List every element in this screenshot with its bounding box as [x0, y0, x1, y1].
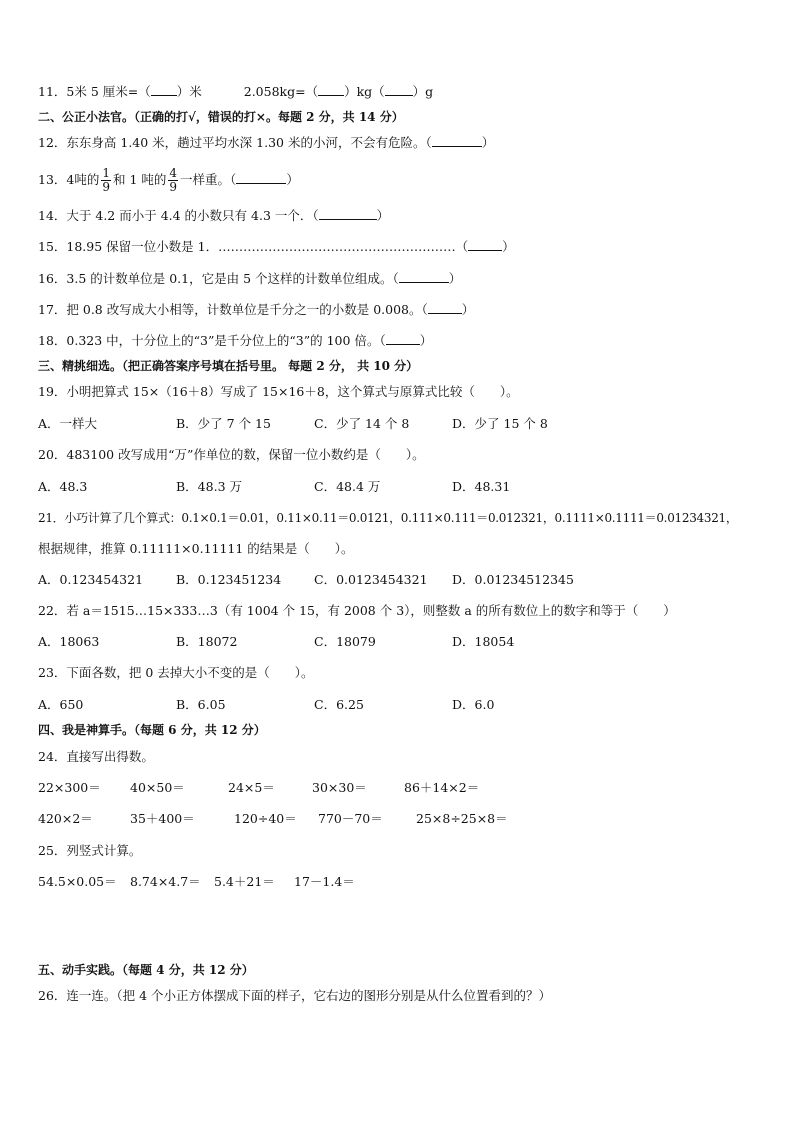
- calc-item: 5.4＋21＝: [214, 874, 275, 889]
- option-c[interactable]: C．48.4 万: [314, 479, 381, 494]
- option-a[interactable]: A．48.3: [38, 479, 88, 494]
- question-24-stem: 24．直接写出得数。: [38, 749, 154, 764]
- fraction: $\frac{4}{9}$: [169, 166, 178, 194]
- calc-item: 35＋400＝: [130, 811, 195, 826]
- question-11: 11．5米 5 厘米=（ ）米 2.058kg=（ ）kg（ ）g: [38, 84, 434, 99]
- calc-item: 24×5＝: [228, 780, 275, 795]
- answer-blank[interactable]: [399, 271, 449, 283]
- question-21-stem-line1: 21．小巧计算了几个算式：0.1×0.1＝0.01，0.11×0.11＝0.0121，0.111×0.111＝0.012321，0.1111×0.1111＝0.01234321，: [38, 511, 738, 525]
- question-12: 12．东东身高 1.40 米，趟过平均水深 1.30 米的小河，不会有危险。（ ）: [38, 135, 495, 150]
- calc-item: 30×30＝: [312, 780, 367, 795]
- answer-blank[interactable]: [432, 135, 482, 147]
- question-22-stem: 22．若 a＝1515…15×333…3（有 1004 个 15，有 2008 个 3），则整数 a 的所有数位上的数字和等于（ ）: [38, 603, 676, 618]
- option-c[interactable]: C．6.25: [314, 697, 364, 712]
- calc-item: 25×8÷25×8＝: [416, 811, 508, 826]
- answer-blank[interactable]: [319, 208, 377, 220]
- answer-blank[interactable]: [151, 84, 177, 96]
- section-3-header: 三、精挑细选。（把正确答案序号填在括号里。 每题 2 分， 共 10 分）: [38, 359, 419, 373]
- question-20-stem: 20．483100 改写成用“万”作单位的数，保留一位小数约是（ ）。: [38, 447, 425, 462]
- question-23-stem: 23．下面各数，把 0 去掉大小不变的是（ ）。: [38, 665, 314, 680]
- calc-item: 120÷40＝: [234, 811, 297, 826]
- fraction: $\frac{1}{9}$: [102, 166, 110, 194]
- answer-blank[interactable]: [468, 239, 502, 251]
- calc-item: 17－1.4＝: [294, 874, 355, 889]
- option-d[interactable]: D．6.0: [452, 697, 495, 712]
- option-b[interactable]: B．6.05: [176, 697, 226, 712]
- answer-blank[interactable]: [236, 172, 286, 184]
- option-b[interactable]: B．少了 7 个 15: [176, 416, 271, 431]
- question-19-stem: 19．小明把算式 15×（16＋8）写成了 15×16＋8，这个算式与原算式比较（ ）。: [38, 384, 519, 399]
- question-21-stem-line2: 根据规律，推算 0.11111×0.11111 的结果是（ ）。: [38, 541, 354, 556]
- question-16: 16．3.5 的计数单位是 0.1，它是由 5 个这样的计数单位组成。（ ）: [38, 271, 462, 286]
- option-a[interactable]: A．一样大: [38, 416, 98, 431]
- calc-item: 86＋14×2＝: [404, 780, 480, 795]
- question-14: 14．大于 4.2 而小于 4.4 的小数只有 4.3 一个．（ ）: [38, 208, 390, 223]
- answer-blank[interactable]: [385, 84, 413, 96]
- option-c[interactable]: C．0.0123454321: [314, 572, 428, 587]
- answer-blank[interactable]: [318, 84, 344, 96]
- option-d[interactable]: D．0.01234512345: [452, 572, 574, 587]
- answer-blank[interactable]: [428, 302, 462, 314]
- section-4-header: 四、我是神算手。（每题 6 分，共 12 分）: [38, 723, 266, 737]
- question-15: 15．18.95 保留一位小数是 1．…………………………………………………（ ）: [38, 239, 515, 254]
- option-b[interactable]: B．18072: [176, 634, 238, 649]
- option-d[interactable]: D．48.31: [452, 479, 511, 494]
- option-b[interactable]: B．48.3 万: [176, 479, 242, 494]
- calc-item: 8.74×4.7＝: [130, 874, 201, 889]
- option-d[interactable]: D．18054: [452, 634, 515, 649]
- answer-blank[interactable]: [386, 333, 420, 345]
- option-b[interactable]: B．0.123451234: [176, 572, 282, 587]
- calc-item: 40×50＝: [130, 780, 185, 795]
- calc-item: 770－70＝: [318, 811, 383, 826]
- calc-item: 420×2＝: [38, 811, 93, 826]
- question-17: 17．把 0.8 改写成大小相等，计数单位是千分之一的小数是 0.008。（ ）: [38, 302, 475, 317]
- calc-item: 22×300＝: [38, 780, 101, 795]
- calc-item: 54.5×0.05＝: [38, 874, 117, 889]
- option-d[interactable]: D．少了 15 个 8: [452, 416, 548, 431]
- question-25-stem: 25．列竖式计算。: [38, 843, 142, 858]
- option-c[interactable]: C．少了 14 个 8: [314, 416, 410, 431]
- question-26: 26．连一连。（把 4 个小正方体摆成下面的样子，它右边的图形分别是从什么位置看到的？）: [38, 988, 552, 1003]
- question-18: 18．0.323 中，十分位上的“3”是千分位上的“3”的 100 倍。（ ）: [38, 333, 433, 348]
- section-2-header: 二、公正小法官。（正确的打√，错误的打×。每题 2 分，共 14 分）: [38, 110, 404, 124]
- option-c[interactable]: C．18079: [314, 634, 376, 649]
- question-13: 13．4吨的 $\frac{1}{9}$ 和 1 吨的 $\frac{4}{9}$ 一样重。（ ）: [38, 166, 299, 194]
- option-a[interactable]: A．18063: [38, 634, 100, 649]
- option-a[interactable]: A．650: [38, 697, 84, 712]
- option-a[interactable]: A．0.123454321: [38, 572, 144, 587]
- section-5-header: 五、动手实践。（每题 4 分，共 12 分）: [38, 963, 254, 977]
